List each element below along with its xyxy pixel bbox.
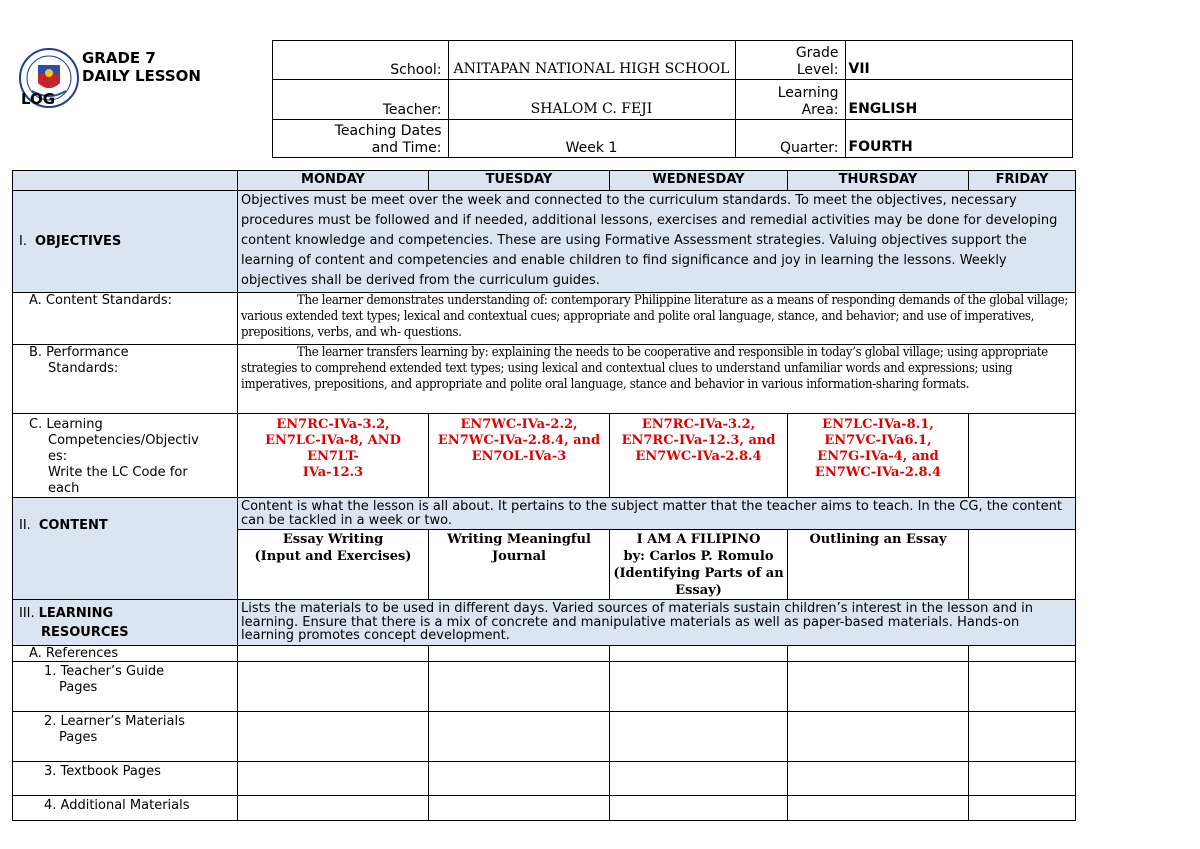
teachers-guide-label xyxy=(13,662,238,712)
resources-title-2: RESOURCES xyxy=(41,624,129,640)
objectives-title: OBJECTIVES xyxy=(34,234,122,249)
cell xyxy=(788,662,969,712)
competency-monday xyxy=(238,414,429,498)
competencies-label xyxy=(13,414,238,498)
objectives-number: I. xyxy=(19,234,27,249)
competencies-label-5: each xyxy=(48,481,80,496)
grade-label-1: Grade xyxy=(795,45,839,61)
grade-value: VII xyxy=(845,41,1072,80)
topic-line: Essay) xyxy=(675,583,722,598)
area-value: ENGLISH xyxy=(845,80,1072,120)
cell xyxy=(429,662,610,712)
performance-standards-text xyxy=(238,345,1076,414)
quarter-label: Quarter: xyxy=(735,120,845,158)
cell xyxy=(429,646,610,662)
learners-materials-label xyxy=(13,712,238,762)
day-thursday: THURSDAY xyxy=(788,171,969,191)
competency-wednesday xyxy=(610,414,788,498)
dates-label xyxy=(272,120,448,158)
cell xyxy=(788,646,969,662)
content-standards-value: The learner demonstrates understanding of: contemporary Philippine literature as a means of responding demands of the global village; various extended text types; lexical and contextual cues; appropriate and polite oral language, stance, and behavior; and use of imperatives, prepositions, verbs, and wh- questions. xyxy=(241,293,1069,340)
topic-line: Outlining an Essay xyxy=(809,532,947,547)
competencies-label-3: es: xyxy=(48,449,68,464)
dates-value: Week 1 xyxy=(448,120,735,158)
teacher-label: Teacher: xyxy=(272,80,448,120)
cell xyxy=(238,662,429,712)
competency-code: EN7WC-IVa-2.8.4 xyxy=(635,449,762,464)
competency-code: EN7RC-IVa-12.3, and xyxy=(621,433,776,448)
dates-label-2: and Time: xyxy=(371,140,442,156)
cell xyxy=(238,796,429,821)
corner-cell xyxy=(13,171,238,191)
learners-materials-line-1: 2. Learner’s Materials xyxy=(44,714,185,729)
cell xyxy=(969,762,1076,796)
cell xyxy=(238,712,429,762)
content-heading xyxy=(13,498,238,600)
learners-materials-line-2: Pages xyxy=(59,730,98,745)
competency-code: EN7LC-IVa-8, AND EN7LT- xyxy=(265,433,401,464)
competency-code: EN7RC-IVa-3.2, xyxy=(641,417,756,432)
title-line-2: DAILY LESSON xyxy=(82,66,201,85)
area-label-2: Area: xyxy=(801,102,839,118)
cell xyxy=(969,712,1076,762)
competency-tuesday xyxy=(429,414,610,498)
objectives-text: Objectives must be meet over the week and connected to the curriculum standards. To meet the objectives, necessary procedures must be followed and if needed, additional lessons, exercises and remedial activities may be done for developing content knowledge and competencies. These are using Formative Assessment strategies. Valuing objectives support the learning of content and competencies and enable children to find significance and joy in learning the lessons. Weekly objectives shall be derived from the curriculum guides. xyxy=(238,191,1076,293)
cell xyxy=(610,662,788,712)
topic-friday xyxy=(969,530,1076,600)
cell xyxy=(238,762,429,796)
topic-line: I AM A FILIPINO xyxy=(636,532,761,547)
title-block xyxy=(12,41,272,158)
topic-line: by: Carlos P. Romulo xyxy=(623,549,774,564)
additional-materials-label: 4. Additional Materials xyxy=(13,796,238,821)
school-label: School: xyxy=(272,41,448,80)
cell xyxy=(429,712,610,762)
topic-wednesday xyxy=(610,530,788,600)
resources-number: III. xyxy=(19,605,35,621)
area-label xyxy=(735,80,845,120)
competency-code: EN7VC-IVa6.1, xyxy=(824,433,932,448)
title-line-1: GRADE 7 xyxy=(82,48,156,67)
cell xyxy=(610,762,788,796)
lesson-table xyxy=(12,170,1076,821)
area-label-1: Learning xyxy=(777,85,839,101)
cell xyxy=(429,796,610,821)
content-text: Content is what the lesson is all about. It pertains to the subject matter that the teacher aims to teach. In the CG, the content can be tackled in a week or two. xyxy=(238,498,1076,530)
competency-code: IVa-12.3 xyxy=(302,465,364,480)
cell xyxy=(610,646,788,662)
resources-heading xyxy=(13,600,238,646)
competency-code: EN7WC-IVa-2.2, xyxy=(460,417,578,432)
topic-line: (Input and Exercises) xyxy=(254,549,412,564)
day-friday: FRIDAY xyxy=(969,171,1076,191)
content-title: CONTENT xyxy=(38,518,108,533)
competency-friday xyxy=(969,414,1076,498)
cell xyxy=(788,762,969,796)
header-table xyxy=(12,40,1073,158)
competency-code: EN7G-IVa-4, and xyxy=(817,449,939,464)
objectives-heading xyxy=(13,191,238,293)
resources-title-text-1: LEARNING xyxy=(38,605,114,621)
resources-title-1 xyxy=(19,604,234,623)
resources-text: Lists the materials to be used in different days. Varied sources of materials sustain children’s interest in the lesson and in learning. Ensure that there is a mix of concrete and manipulative materials as well as paper-based materials. Hands-on learning promotes concept development. xyxy=(238,600,1076,646)
competencies-label-1: C. Learning xyxy=(29,417,103,432)
competencies-label-4: Write the LC Code for xyxy=(48,465,188,480)
title-line-3: LOG xyxy=(21,89,56,108)
topic-line: Journal xyxy=(492,549,546,564)
day-tuesday: TUESDAY xyxy=(429,171,610,191)
topic-line: Essay Writing xyxy=(282,532,384,547)
cell xyxy=(610,796,788,821)
grade-label-2: Level: xyxy=(796,62,839,78)
cell xyxy=(788,796,969,821)
competency-code: EN7WC-IVa-2.8.4 xyxy=(814,465,942,480)
cell xyxy=(969,662,1076,712)
cell xyxy=(238,646,429,662)
references-label: A. References xyxy=(13,646,238,662)
competency-thursday xyxy=(788,414,969,498)
cell xyxy=(969,646,1076,662)
grade-label xyxy=(735,41,845,80)
dates-label-1: Teaching Dates xyxy=(334,123,442,139)
performance-standards-value: The learner transfers learning by: explaining the needs to be cooperative and responsible in today’s global village; using appropriate strategies to comprehend extended text types; using lexical and contextual clues to understand unfamiliar words and expressions; using imperatives, prepositions, and appropriate and polite oral language, stance and behavior in various information-sharing formats. xyxy=(241,345,1048,392)
teacher-value: SHALOM C. FEJI xyxy=(448,80,735,120)
teachers-guide-line-2: Pages xyxy=(59,680,98,695)
teachers-guide-line-1: 1. Teacher’s Guide xyxy=(44,664,165,679)
quarter-value: FOURTH xyxy=(845,120,1072,158)
content-standards-label: A. Content Standards: xyxy=(13,293,238,345)
cell xyxy=(610,712,788,762)
topic-monday xyxy=(238,530,429,600)
competency-code: EN7OL-IVa-3 xyxy=(471,449,567,464)
competency-code: EN7LC-IVa-8.1, xyxy=(822,417,934,432)
topic-line: (Identifying Parts of an xyxy=(613,566,784,581)
competencies-label-2: Competencies/Objectiv xyxy=(48,433,199,448)
cell xyxy=(788,712,969,762)
content-standards-text xyxy=(238,293,1076,345)
performance-label-2: Standards: xyxy=(48,361,119,376)
performance-label-1: B. Performance xyxy=(29,345,129,360)
topic-line: Writing Meaningful xyxy=(447,532,591,547)
competency-code: EN7WC-IVa-2.8.4, and xyxy=(437,433,601,448)
day-monday: MONDAY xyxy=(238,171,429,191)
cell xyxy=(969,796,1076,821)
school-value: ANITAPAN NATIONAL HIGH SCHOOL xyxy=(448,41,735,80)
topic-thursday xyxy=(788,530,969,600)
performance-standards-label xyxy=(13,345,238,414)
topic-tuesday xyxy=(429,530,610,600)
textbook-label: 3. Textbook Pages xyxy=(13,762,238,796)
cell xyxy=(429,762,610,796)
day-wednesday: WEDNESDAY xyxy=(610,171,788,191)
content-number: II. xyxy=(19,518,31,533)
competency-code: EN7RC-IVa-3.2, xyxy=(276,417,390,432)
